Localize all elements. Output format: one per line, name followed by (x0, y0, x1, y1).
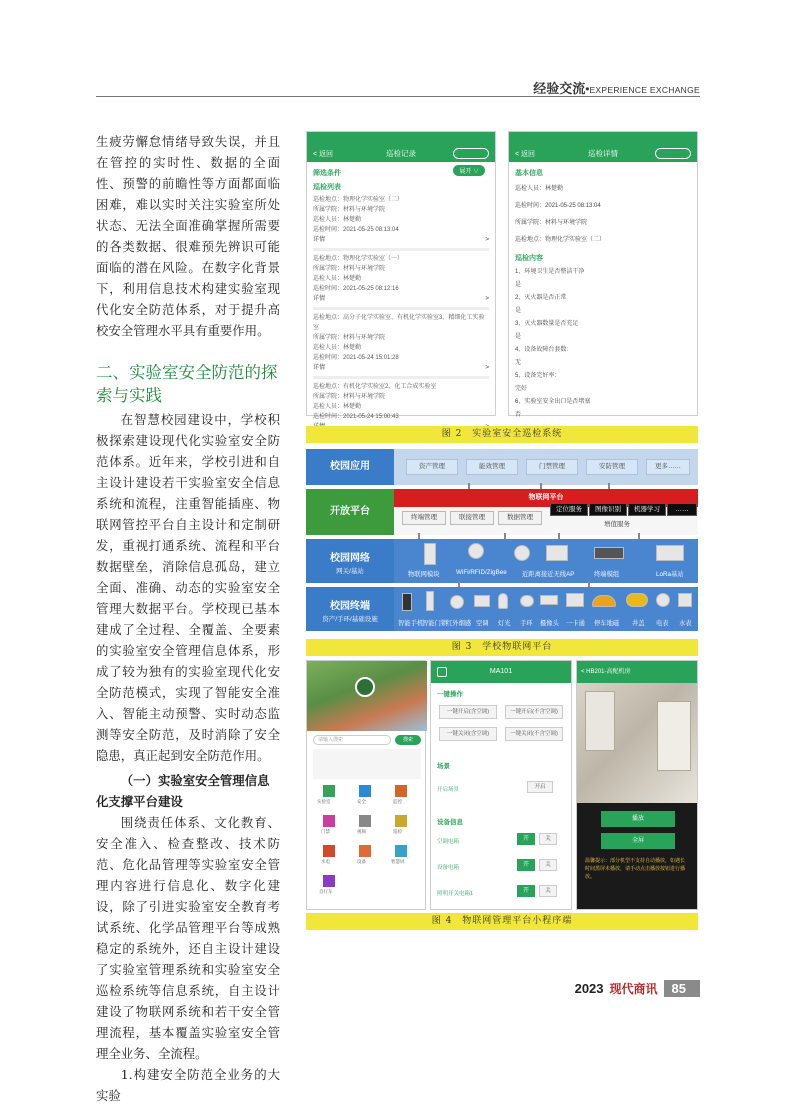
on-button[interactable]: 开 (517, 833, 535, 845)
parking-sensor-icon (592, 595, 616, 607)
off-button[interactable]: 关 (539, 833, 557, 845)
school-logo-icon (355, 677, 375, 697)
platform-chip: 联接管理 (450, 511, 494, 525)
header-separator: • (585, 82, 590, 96)
record-place: 巡检地点：物理化学实验室（二） (313, 197, 404, 203)
check-answer: 是 (515, 282, 522, 288)
terminal-item: 水表 (679, 620, 692, 627)
network-item: WiFi/RFID/ZigBee (456, 569, 507, 576)
header-section-cn: 经验交流 (533, 81, 586, 96)
check-answer: 是 (515, 334, 522, 340)
safety-icon[interactable] (359, 785, 371, 797)
basic-info-title: 基本信息 (515, 170, 543, 177)
app-label: 安全 (357, 799, 366, 804)
record-place: 巡检地点：物理化学实验室（一） (313, 256, 404, 262)
network-item: 终端模组 (594, 571, 620, 578)
ops-title: 一键操作 (437, 691, 463, 698)
cabinet-shape (657, 701, 691, 771)
footer-magazine: 现代商讯 (609, 982, 658, 996)
subsection-heading: （一）实验室安全管理信息化支撑平台建设 (96, 773, 270, 809)
record-time: 巡检时间：2021-05-25 08:13:04 (313, 227, 399, 233)
app-label: 设备 (357, 859, 366, 864)
terminal-item: 停车地磁 (594, 620, 620, 627)
layer-label-network (306, 539, 394, 583)
app-chip: 门禁管理 (526, 459, 578, 475)
screen-room-control (430, 660, 572, 910)
footer-year: 2023 (574, 981, 604, 996)
chevron-right-icon: > (485, 237, 489, 243)
app-chip: 资产管理 (406, 459, 458, 475)
paragraph-4: 1.构建安全防范全业务的大实验 (96, 1067, 280, 1103)
header-section-en: EXPERIENCE EXCHANGE (589, 85, 700, 95)
platform-chip: 数据管理 (498, 511, 542, 525)
app-label: 视频 (357, 829, 366, 834)
device-label: 照明开关电箱1 (437, 891, 474, 897)
record-college: 所属学院：材料与环境学院 (313, 207, 386, 213)
search-button[interactable]: 搜索 (395, 735, 421, 745)
info-row: 巡检时间：2021-05-25 08:13:04 (515, 203, 601, 209)
water-electric-icon[interactable] (323, 845, 335, 857)
wireless-ap-icon (514, 545, 530, 561)
info-strip (313, 749, 421, 779)
smartphone-icon (402, 593, 412, 611)
check-answer: 完好 (515, 386, 528, 392)
page-number: 85 (664, 980, 700, 997)
record-person: 巡检人员：林楚勤 (313, 345, 362, 351)
electric-meter-icon (656, 593, 670, 607)
running-header (533, 78, 700, 97)
content-title: 巡检内容 (515, 255, 543, 262)
device-label: 空调电箱 (437, 839, 460, 845)
light-bulb-icon (498, 593, 508, 609)
paragraph-2: 在智慧校园建设中，学校积极探索建设现代化实验室安全防范体系。近年来，学校引进和自主设计建设若干实验室安全信息系统和流程，注重智能插座、物联网管控平台自主设计和定制研发，重视打通系统、流程和平台数据壁垒，消除信息孤岛，建立全面、准确、动态的实验室安全管理大数据平台。学校现已基本建成了全过程、全覆盖、全要素的实验室安全管理信息体系，形成了较为独有的实验室现代化安全防范模式，实现了智能安全准入、智能主动预警、实时动态监测等安全防范，及时消除了安全隐患，真正起到安全防范作用。 (96, 412, 280, 763)
terminal-item: 灯光 (498, 620, 511, 627)
check-item: 4、设备故障台套数： (515, 347, 573, 353)
screen-campus-home (306, 660, 426, 910)
app-bar (509, 145, 697, 162)
platform-chip: 终端管理 (402, 511, 446, 525)
smart-lock-icon (426, 591, 434, 611)
monitor-icon[interactable] (395, 785, 407, 797)
screen-camera (576, 660, 698, 910)
manhole-cover-icon (626, 593, 648, 607)
wristband-icon (520, 595, 534, 607)
layer-terminal-title: 校园终端 (330, 601, 370, 612)
capsule-menu-icon[interactable] (655, 148, 691, 159)
water-meter-icon (678, 593, 692, 607)
record-college: 所属学院：材料与环境学院 (313, 266, 386, 272)
scene-open-button[interactable]: 开启 (527, 781, 553, 793)
figure-2-caption: 图 2 实验室安全巡检系统 (306, 426, 698, 443)
record-time: 巡检时间：2021-05-24 15:01:28 (313, 355, 399, 361)
op-button[interactable]: 一键开启(含空调) (439, 705, 497, 719)
record-time: 巡检时间：2021-05-25 08:12:16 (313, 286, 399, 292)
layer-network-title: 校园网络 (330, 553, 370, 564)
layer-terminal-sub: 资产/手环/基础设施 (322, 616, 378, 623)
check-answer: 无 (515, 360, 522, 366)
terminal-module-icon (594, 547, 624, 559)
figure-2 (306, 131, 698, 443)
door-icon[interactable] (323, 815, 335, 827)
figure-3-caption: 图 3 学校物联网平台 (306, 639, 698, 656)
smoke-sensor-icon (450, 595, 464, 609)
on-button[interactable]: 开 (517, 859, 535, 871)
terminal-band (394, 587, 698, 631)
status-bar (307, 132, 495, 145)
filter-title[interactable]: 筛选条件 (313, 170, 341, 177)
scene-label: 开启场景 (437, 787, 460, 793)
wifi-sensor-icon (468, 543, 484, 559)
card-icon (566, 593, 584, 607)
record-place: 巡检地点：高分子化学实验室、有机化学实验室3、精细化工实验室 (313, 315, 485, 331)
app-chip: 安防管理 (586, 459, 638, 475)
app-chip: 更多…… (646, 459, 690, 475)
patrol-icon[interactable] (395, 815, 407, 827)
capsule-menu-icon[interactable] (453, 148, 489, 159)
page-footer (575, 980, 700, 997)
home-icon[interactable] (437, 667, 447, 677)
detail-link[interactable]: 详情 (313, 365, 326, 371)
off-button[interactable]: 关 (539, 885, 557, 897)
paragraph-3: 围绕责任体系、文化教育、安全准入、检查整改、技术防范、危化品管理等实验室安全管理内容进行信息化、数字化建设，除了引进实验室安全教育考试系统、化学品管理平台等成熟稳定的系统外，还自主设计建设了实验室管理系统和实验室安全巡检系统等信息系统，自主设计建设了物联网系统和若干安全管理流程，基本覆盖实验室安全管理全业务、全流程。 (96, 815, 280, 1061)
app-label: 巡检 (393, 829, 402, 834)
app-band (394, 449, 698, 485)
record-time: 巡检时间：2021-05-24 15:00:43 (313, 414, 399, 420)
header-rule (96, 96, 700, 97)
terminal-item: 摄像头 (540, 620, 559, 627)
figure-3 (306, 449, 698, 659)
check-item: 2、灭火器是否正常 (515, 295, 567, 301)
fullscreen-button[interactable]: 全屏 (601, 833, 675, 849)
check-answer: 是 (515, 308, 522, 314)
layer-network-sub: 网关/基站 (336, 568, 364, 575)
iot-platform-title: 物联网平台 (394, 489, 698, 507)
detail-link[interactable]: 详情 (313, 237, 326, 243)
text-column (96, 131, 280, 1106)
layer-label-terminal (306, 587, 394, 631)
bicycle-icon[interactable] (323, 875, 335, 887)
network-item: 近距离接近无线AP (522, 571, 575, 578)
service-chip: 图像识别 (589, 503, 627, 516)
info-row: 所属学院：材料与环境学院 (515, 220, 588, 226)
lora-base-icon (656, 545, 684, 561)
iot-architecture-diagram (306, 449, 698, 639)
app-label: 自行车 (319, 889, 333, 894)
app-chip: 能效管理 (466, 459, 518, 475)
air-conditioner-icon (474, 595, 490, 607)
camera-title: < HB201-高配机房 (577, 661, 697, 683)
network-item: LoRa基站 (656, 571, 684, 578)
search-input[interactable]: 请输入搜索 (313, 735, 391, 745)
check-item: 5、设备完好率： (515, 373, 561, 379)
check-item: 6、实验室安全出口是否堵塞 (515, 399, 591, 405)
app-bar (307, 145, 495, 162)
terminal-item: 井盖 (632, 620, 645, 627)
video-icon[interactable] (359, 815, 371, 827)
op-button[interactable]: 一键关闭(含空调) (439, 727, 497, 741)
screen-title: 巡检记录 (386, 149, 416, 158)
terminal-item: 一卡通 (566, 620, 585, 627)
chevron-right-icon: > (485, 296, 489, 302)
info-row: 巡检人员：林楚勤 (515, 186, 564, 192)
op-button[interactable]: 一键开启(不含空调) (505, 705, 563, 719)
list-item[interactable] (313, 195, 489, 251)
check-answer: 否 (515, 412, 522, 418)
chevron-right-icon: > (485, 365, 489, 371)
ap-icon (546, 545, 568, 561)
on-button[interactable]: 开 (517, 885, 535, 897)
back-button[interactable]: < 返回 (515, 150, 536, 158)
app-label: 门禁 (321, 829, 330, 834)
layer-label-app: 校园应用 (306, 449, 394, 485)
phone-patrol-list (306, 131, 496, 420)
check-item: 1、环境卫生是否整洁干净 (515, 269, 585, 275)
record-person: 巡检人员：林楚勤 (313, 217, 362, 223)
scene-title: 场景 (437, 763, 450, 770)
phone-patrol-detail (508, 131, 698, 416)
terminal-item: 空调 (476, 620, 489, 627)
open-band (394, 489, 698, 535)
device-title: 设备信息 (437, 819, 463, 826)
off-button[interactable]: 关 (539, 859, 557, 871)
record-person: 巡检人员：林楚勤 (313, 404, 362, 410)
back-button[interactable]: < 返回 (313, 150, 334, 158)
network-band (394, 539, 698, 583)
lab-icon[interactable] (323, 785, 335, 797)
terminal-item: 智能手机 (398, 620, 424, 627)
info-row: 巡检地点：物理化学实验室（二） (515, 237, 606, 243)
network-item: 物联网模块 (408, 571, 440, 578)
app-label: 监控 (393, 799, 402, 804)
terminal-item: 红外烟感 (446, 620, 472, 627)
tip-text: 温馨提示：部分机型不支持自动播放，如遇长时间黑屏未播放，请手动点击播放按钮进行播放。 (585, 858, 686, 880)
camera-icon (540, 595, 558, 605)
record-college: 所属学院：材料与环境学院 (313, 335, 386, 341)
room-title: MA101 (431, 661, 571, 683)
terminal-item: 智能门锁 (422, 620, 448, 627)
app-label: 水电 (321, 859, 330, 864)
device-icon[interactable] (359, 845, 371, 857)
service-chip: 机器学习 (628, 503, 666, 516)
app-label: 智慧屏 (391, 859, 405, 864)
app-label: 实验室 (317, 799, 331, 804)
terminal-item: 电表 (656, 620, 669, 627)
record-place: 巡检地点：有机化学实验室2、化工合成实验室 (313, 384, 437, 390)
record-college: 所属学院：材料与环境学院 (313, 394, 386, 400)
check-item: 3、灭火器数量是否充足 (515, 321, 579, 327)
device-label: 设备电箱 (437, 865, 460, 871)
service-chip: …… (667, 503, 697, 516)
iot-module-icon (424, 543, 436, 565)
service-chip: 定位服务 (550, 503, 588, 516)
service-label: 增值服务 (604, 521, 630, 528)
play-button[interactable]: 播放 (601, 811, 675, 827)
op-button[interactable]: 一键关闭(不含空调) (505, 727, 563, 741)
paragraph-1: 生疲劳懈怠情绪导致失误，并且在管控的实时性、数据的全面性、预警的前瞻性等方面都面临困难，难以实时关注实验室所处状态、无法全面准确掌握所需要的各类数据、很难预先辨识可能面临的潜在风险。在数字化背景下，利用信息技术构建实验室现代化安全防范体系，对于提升高校安全管理水平具有重要作用。 (96, 134, 280, 338)
layer-label-open: 开放平台 (306, 489, 394, 535)
detail-link[interactable]: 详情 (313, 296, 326, 302)
screen-title: 巡检详情 (588, 149, 618, 158)
list-item[interactable] (313, 254, 489, 310)
cabinet-shape (585, 691, 615, 751)
record-person: 巡检人员：林楚勤 (313, 276, 362, 282)
figure-4-caption: 图 4 物联网管理平台小程序端 (306, 913, 698, 930)
terminal-item: 手环 (520, 620, 533, 627)
list-title: 巡检列表 (313, 184, 341, 191)
status-bar (509, 132, 697, 145)
smart-screen-icon[interactable] (395, 845, 407, 857)
expand-button[interactable]: 展开 ∨ (453, 165, 485, 176)
section-heading: 二、实验室安全防范的探索与实践 (96, 363, 278, 405)
figure-4 (306, 660, 698, 930)
list-item[interactable] (313, 313, 489, 379)
